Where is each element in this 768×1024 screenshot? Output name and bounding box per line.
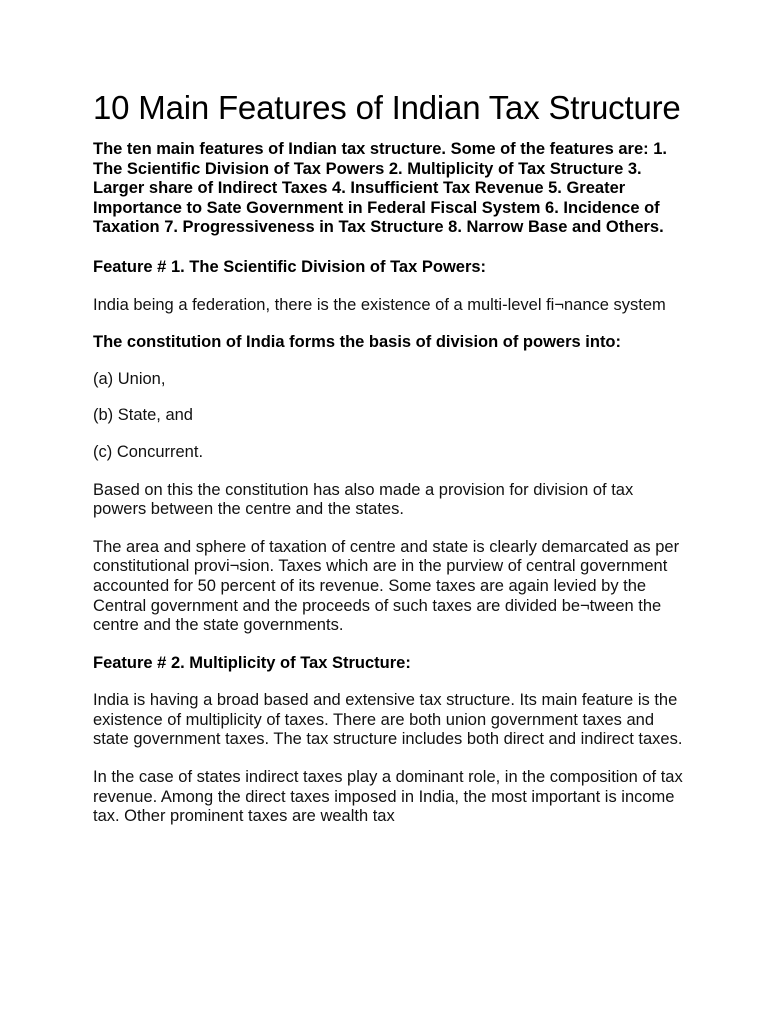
list-item-concurrent: (c) Concurrent. — [93, 442, 204, 461]
page-title: 10 Main Features of Indian Tax Structure — [93, 89, 681, 126]
document-page — [93, 88, 683, 827]
feature-2-paragraph-1: India is having a broad based and extensive tax structure. Its main feature is the existence of multiplicity of taxes. There are both union government taxes and state government taxes. The tax structure includes both direct and indirect taxes. — [93, 691, 683, 749]
feature-2-heading: Feature # 2. Multiplicity of Tax Structure: — [93, 653, 411, 672]
intro-paragraph: The ten main features of Indian tax structure. Some of the features are: 1. The Scientific Division of Tax Powers 2. Multiplicity of Tax Structure 3. Larger share of Indirect Taxes 4. Insufficient Tax Revenue 5. Greater Importance to Sate Government in Federal Fiscal System 6. Incidence of Taxation 7. Progressiveness in Tax Structure 8. Narrow Base and Others. — [93, 140, 667, 237]
list-item-state: (b) State, and — [93, 406, 193, 425]
feature-1-paragraph-3: The area and sphere of taxation of centre and state is clearly demarcated as per constitutional provi¬sion. Taxes which are in the purview of central government accounted for 50 percent of its revenue. Some taxes are again levied by the Central government and the proceeds of such taxes are divided be¬tween the centre and the state governments. — [93, 537, 680, 635]
feature-1-paragraph-1: India being a federation, there is the existence of a multi-level fi¬nance system — [93, 295, 666, 314]
feature-1-paragraph-2: Based on this the constitution has also made a provision for division of tax powers between the centre and the states. — [93, 480, 634, 519]
feature-2-paragraph-2: In the case of states indirect taxes play a dominant role, in the composition of tax revenue. Among the direct taxes imposed in India, the most important is income tax. Other prominent taxes are wealth tax — [93, 768, 683, 826]
feature-1-subheading: The constitution of India forms the basis of division of powers into: — [93, 333, 622, 352]
list-item-union: (a) Union, — [93, 369, 166, 388]
feature-1-heading: Feature # 1. The Scientific Division of Tax Powers: — [93, 257, 487, 276]
